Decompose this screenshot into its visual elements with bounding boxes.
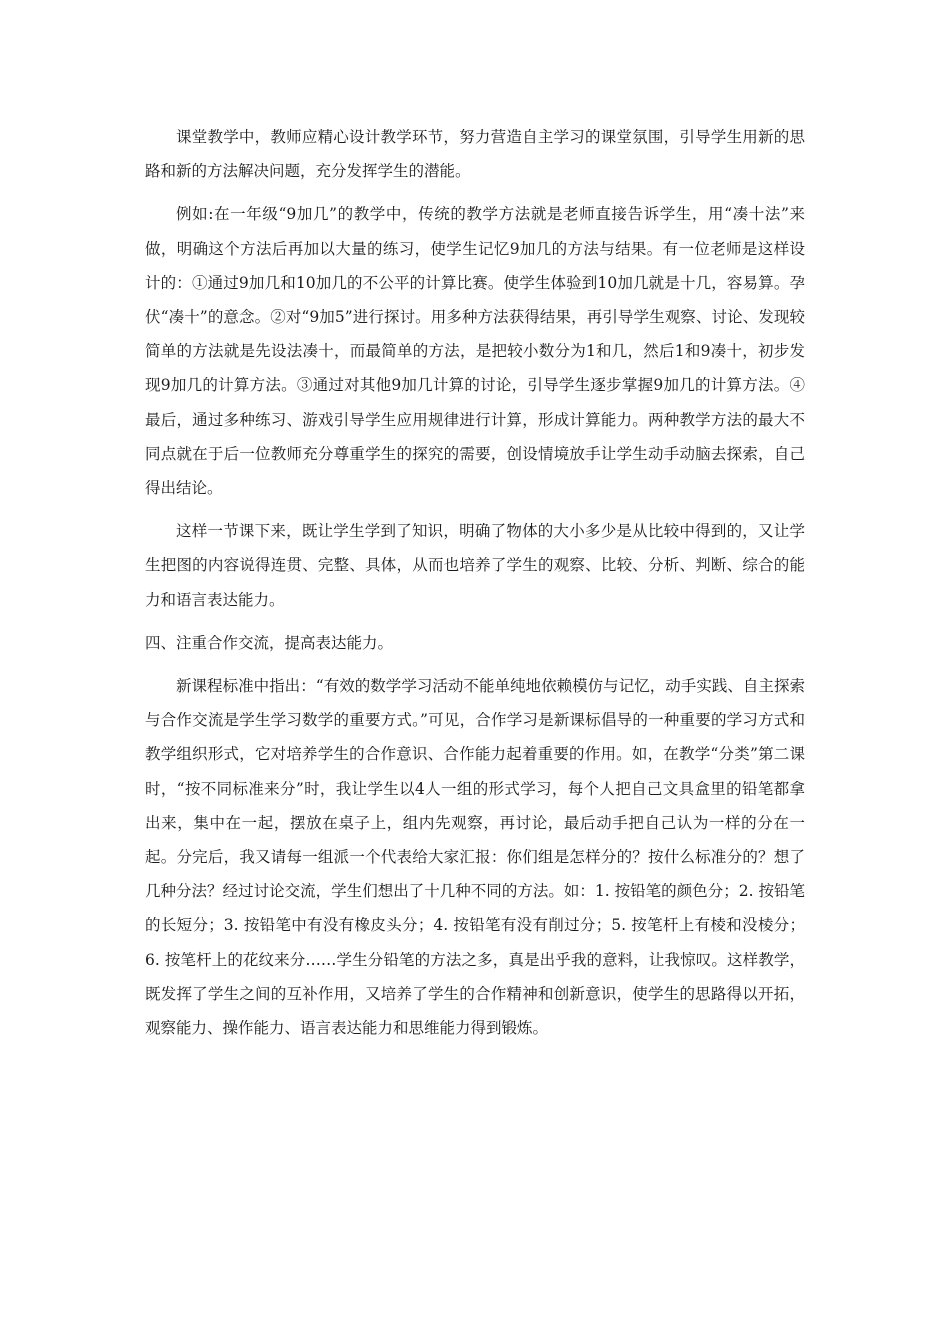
paragraph-outcome: 这样一节课下来，既让学生学到了知识，明确了物体的大小多少是从比较中得到的，又让学生把图的内容说得连贯、完整、具体，从而也培养了学生的观察、比较、分析、判断、综合的能力和语言表达能力。: [145, 522, 805, 609]
paragraph-intro: 课堂教学中，教师应精心设计教学环节，努力营造自主学习的课堂氛围，引导学生用新的思路和新的方法解决问题，充分发挥学生的潜能。: [145, 128, 805, 181]
paragraph-example: 例如:在一年级“9加几”的教学中，传统的教学方法就是老师直接告诉学生，用“凑十法”来做，明确这个方法后再加以大量的练习，使学生记忆9加几的方法与结果。有一位老师是这样设计的：①通过9加几和10加几的不公平的计算比赛。使学生体验到10加几就是十几，容易算。孕伏“凑十”的意念。②对“9加5”进行探讨。用多种方法获得结果，再引导学生观察、讨论、发现较简单的方法就是先设法凑十，而最简单的方法，是把较小数分为1和几，然后1和9凑十，初步发现9加几的计算方法。③通过对其他9加几计算的讨论，引导学生逐步掌握9加几的计算方法。④最后，通过多种练习、游戏引导学生应用规律进行计算，形成计算能力。两种教学方法的最大不同点就在于后一位教师充分尊重学生的探究的需要，创设情境放手让学生动手动脑去探索，自己得出结论。: [145, 205, 805, 498]
document-page: [145, 120, 805, 1054]
section-heading: 四、注重合作交流，提高表达能力。: [145, 633, 394, 652]
paragraph-cooperation: 新课程标准中指出：“有效的数学学习活动不能单纯地依赖模仿与记忆，动手实践、自主探索与合作交流是学生学习数学的重要方式。”可见，合作学习是新课标倡导的一种重要的学习方式和教学组织形式，它对培养学生的合作意识、合作能力起着重要的作用。如，在教学“分类”第二课时，“按不同标准来分”时，我让学生以4人一组的形式学习，每个人把自己文具盒里的铅笔都拿出来，集中在一起，摆放在桌子上，组内先观察，再讨论，最后动手把自己认为一样的分在一起。分完后，我又请每一组派一个代表给大家汇报：你们组是怎样分的？按什么标准分的？想了几种分法？经过讨论交流，学生们想出了十几种不同的方法。如：1. 按铅笔的颜色分；2. 按铅笔的长短分；3. 按铅笔中有没有橡皮头分；4. 按铅笔有没有削过分；5. 按笔杆上有棱和没棱分；6. 按笔杆上的花纹来分……学生分铅笔的方法之多，真是出乎我的意料，让我惊叹。这样教学，既发挥了学生之间的互补作用，又培养了学生的合作精神和创新意识，使学生的思路得以开拓，观察能力、操作能力、语言表达能力和思维能力得到锻炼。: [145, 677, 805, 1038]
